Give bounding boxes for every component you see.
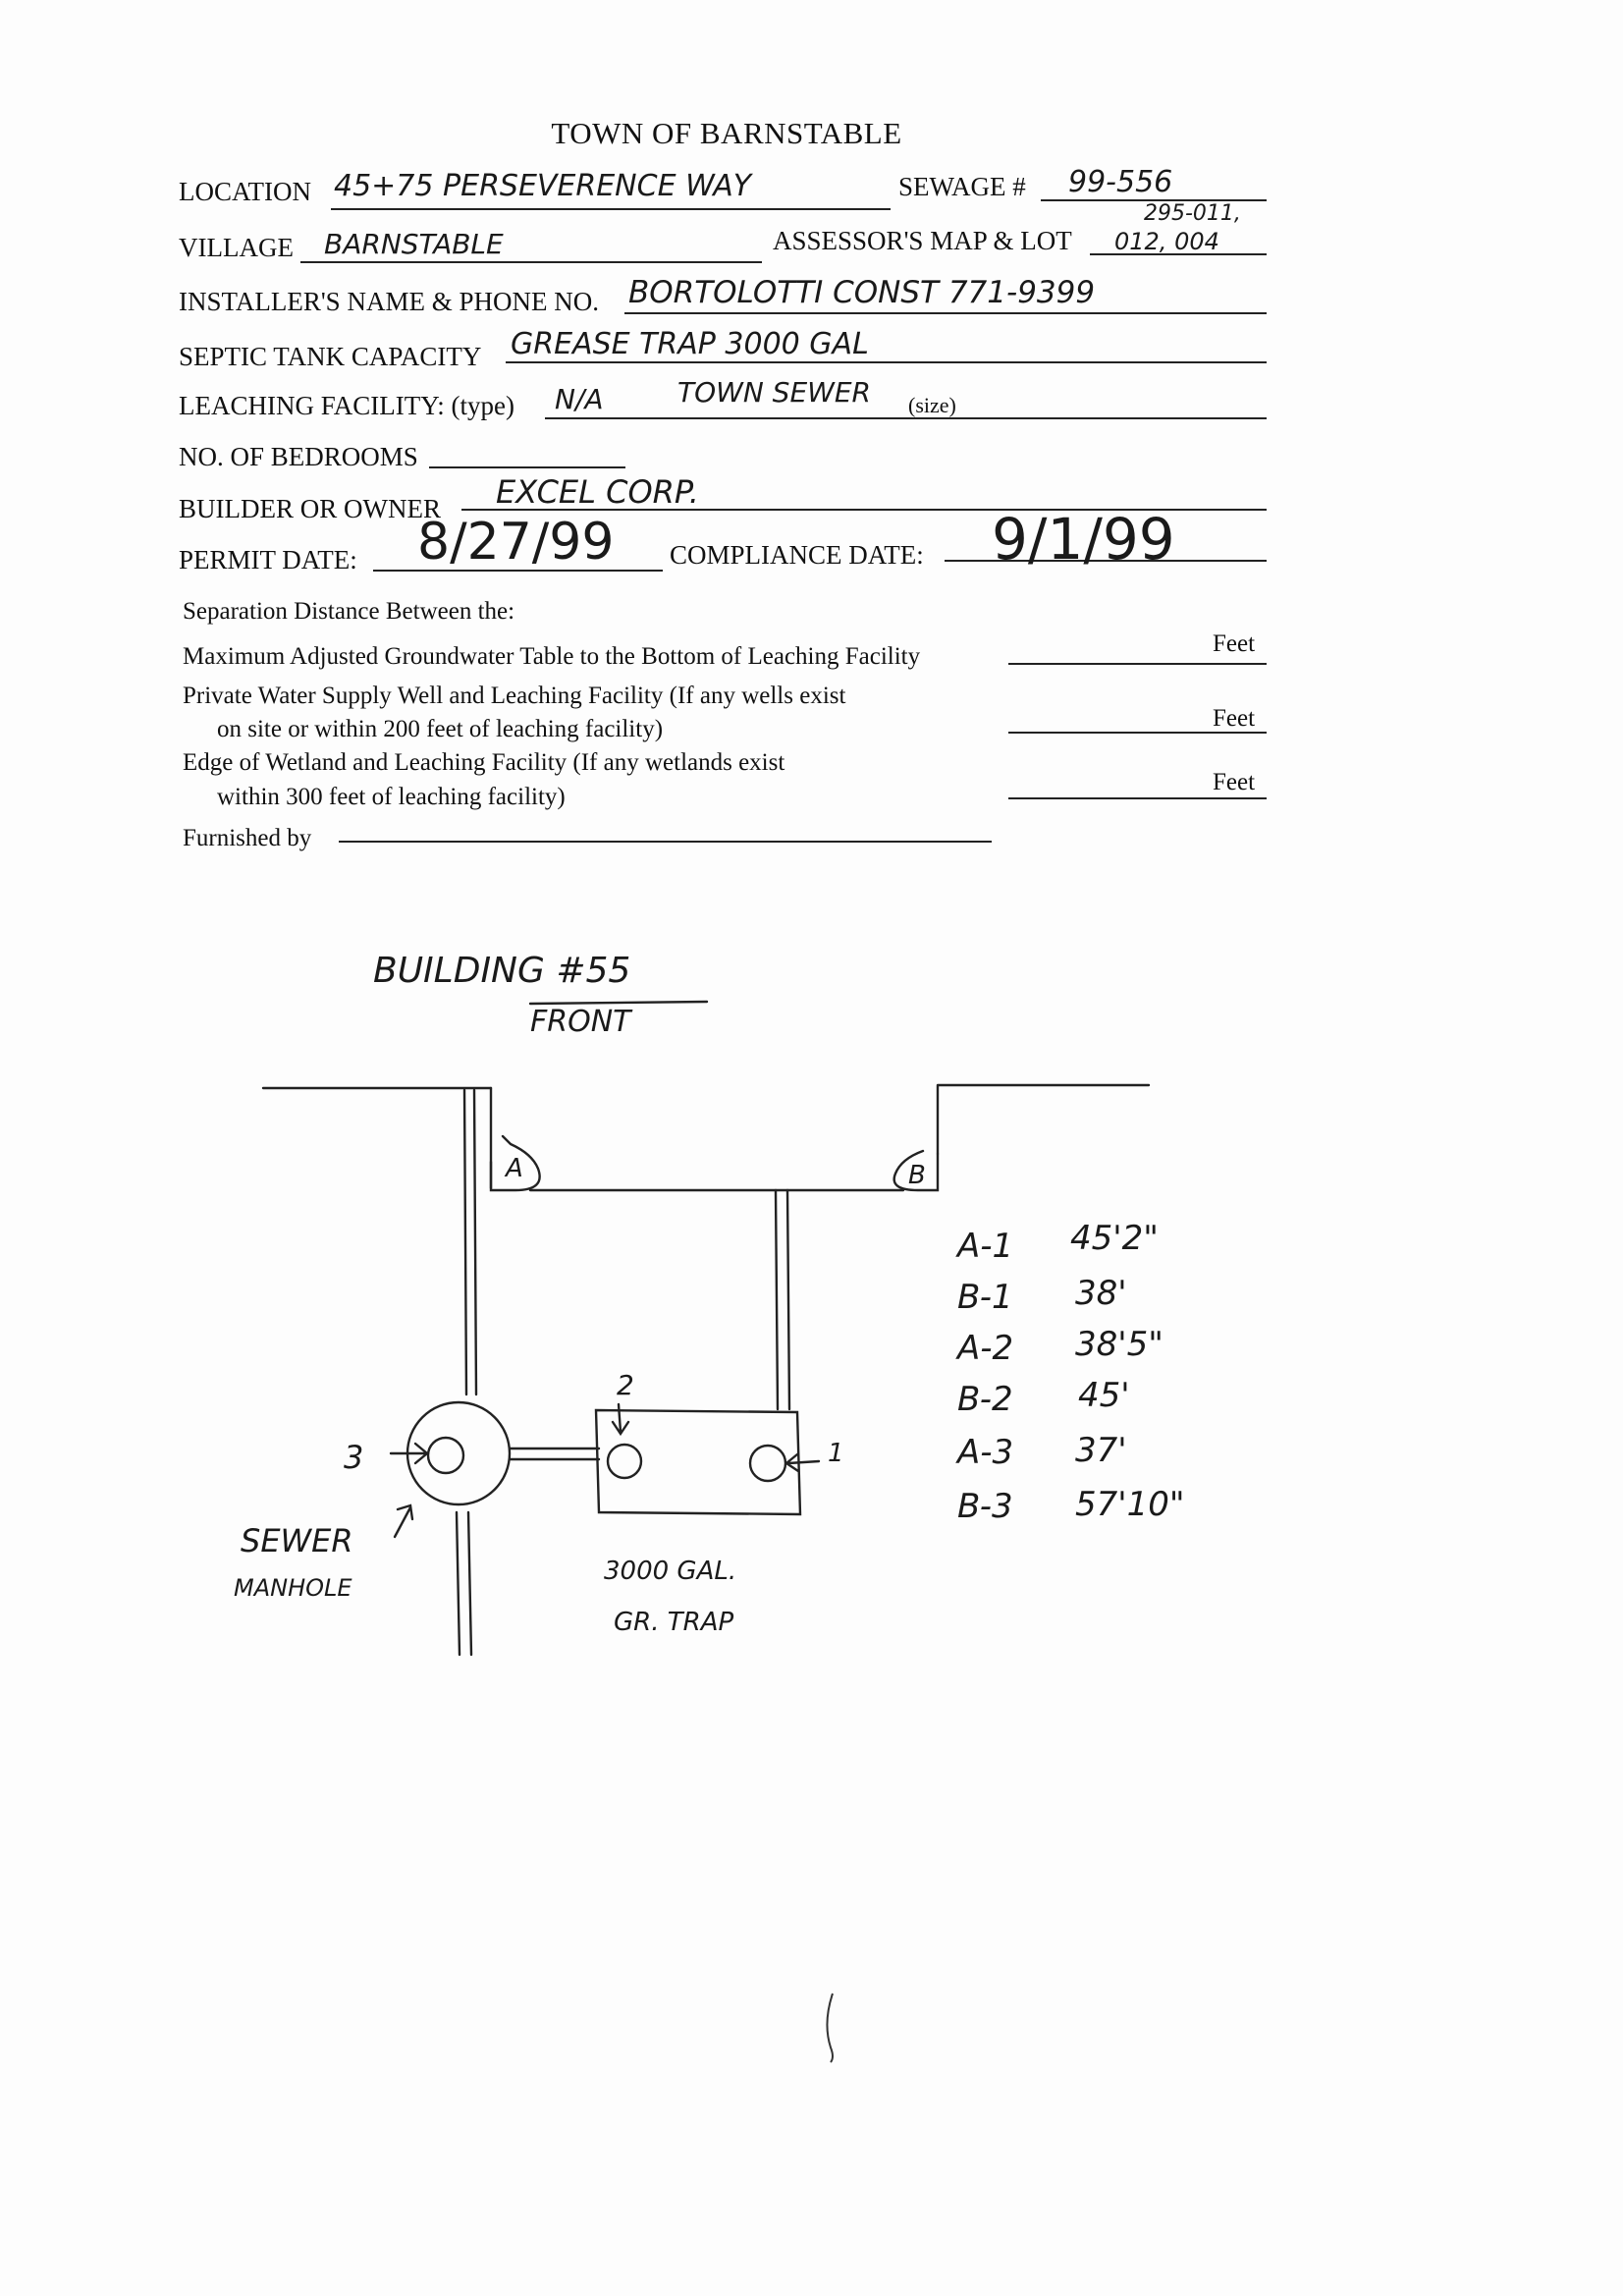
measure-label-b3: B-3 [957, 1487, 1013, 1526]
measure-label-b1: B-1 [957, 1278, 1013, 1317]
pipe-left-vertical [464, 1090, 476, 1394]
measure-value-a1: 45'2" [1070, 1219, 1159, 1258]
leaching-size-value: TOWN SEWER [677, 376, 871, 409]
manhole-label-2: MANHOLE [234, 1574, 352, 1602]
assessor-label: ASSESSOR'S MAP & LOT [773, 226, 1072, 255]
compliance-label: COMPLIANCE DATE: [670, 540, 924, 570]
assessor-value-top: 295-011, [1144, 201, 1241, 226]
location-value: 45+75 PERSEVERENCE WAY [334, 169, 752, 203]
manhole-label-1: SEWER [241, 1522, 353, 1559]
measure-value-b2: 45' [1078, 1376, 1130, 1415]
separation-row-3-text: Edge of Wetland and Leaching Facility (If any wetlands exist [183, 749, 785, 776]
heading-underline [530, 1002, 707, 1004]
leaching-label: LEACHING FACILITY: (type) [179, 391, 514, 420]
trap-label-1: 3000 GAL. [604, 1557, 737, 1586]
septic-value: GREASE TRAP 3000 GAL [511, 327, 869, 361]
sewage-label: SEWAGE # [898, 172, 1026, 201]
marker-2-label: 2 [617, 1369, 634, 1401]
arrow-1 [786, 1454, 819, 1471]
stray-pen-mark [827, 1994, 833, 2062]
village-value: BARNSTABLE [324, 228, 504, 260]
manhole-inner [428, 1438, 463, 1473]
pipe-left-lower [457, 1512, 471, 1655]
building-wall-right [938, 1085, 1149, 1154]
installer-value: BORTOLOTTI CONST 771-9399 [628, 275, 1096, 310]
furnished-label: Furnished by [183, 825, 312, 851]
point-b-label: B [908, 1161, 926, 1190]
pipe-manhole-trap [510, 1449, 599, 1459]
bedrooms-label: NO. OF BEDROOMS [179, 442, 418, 471]
compliance-value: 9/1/99 [992, 506, 1175, 573]
location-label: LOCATION [179, 177, 311, 206]
separation-row-2-text: Private Water Supply Well and Leaching Facility (If any wells exist [183, 683, 846, 709]
separation-heading: Separation Distance Between the: [183, 598, 515, 625]
marker-1-label: 1 [828, 1439, 844, 1468]
measure-label-a3: A-3 [957, 1433, 1014, 1472]
arrow-manhole [395, 1505, 412, 1537]
trap-inlet-2 [608, 1445, 641, 1478]
sketch-heading-2: FRONT [530, 1005, 631, 1039]
measure-label-a2: A-2 [957, 1329, 1014, 1368]
sewage-value: 99-556 [1068, 165, 1173, 199]
measure-label-a1: A-1 [957, 1227, 1014, 1266]
point-a-label: A [506, 1154, 523, 1183]
leaching-type-value: N/A [555, 383, 604, 415]
assessor-value: 012, 004 [1114, 228, 1219, 255]
installer-label: INSTALLER'S NAME & PHONE NO. [179, 287, 599, 316]
builder-label: BUILDER OR OWNER [179, 494, 441, 523]
trap-label-2: GR. TRAP [614, 1608, 734, 1637]
permit-value: 8/27/99 [417, 513, 615, 572]
measure-value-b1: 38' [1075, 1274, 1127, 1313]
separation-row-3-text-cont: within 300 feet of leaching facility) [217, 784, 566, 810]
measure-value-a2: 38'5" [1075, 1325, 1163, 1364]
sketch-heading-1: BUILDING #55 [373, 951, 631, 991]
form-title: TOWN OF BARNSTABLE [551, 116, 902, 150]
measure-label-b2: B-2 [957, 1380, 1013, 1419]
separation-row-2-text-cont: on site or within 200 feet of leaching facility) [217, 716, 664, 742]
trap-outlet-1 [750, 1446, 785, 1481]
separation-row-2-unit: Feet [1213, 705, 1256, 732]
separation-row-1-unit: Feet [1213, 630, 1256, 657]
pipe-to-trap [776, 1190, 789, 1409]
septic-label: SEPTIC TANK CAPACITY [179, 342, 482, 371]
marker-3-label: 3 [344, 1439, 364, 1476]
measure-value-a3: 37' [1075, 1431, 1127, 1470]
separation-row-3-unit: Feet [1213, 769, 1256, 795]
permit-label: PERMIT DATE: [179, 545, 357, 574]
village-label: VILLAGE [179, 233, 294, 262]
measure-value-b3: 57'10" [1075, 1485, 1185, 1524]
separation-row-1-text: Maximum Adjusted Groundwater Table to the Bottom of Leaching Facility [183, 643, 921, 670]
arrow-2 [613, 1404, 628, 1434]
leaching-size-label: (size) [908, 393, 956, 417]
builder-value: EXCEL CORP. [496, 473, 699, 511]
